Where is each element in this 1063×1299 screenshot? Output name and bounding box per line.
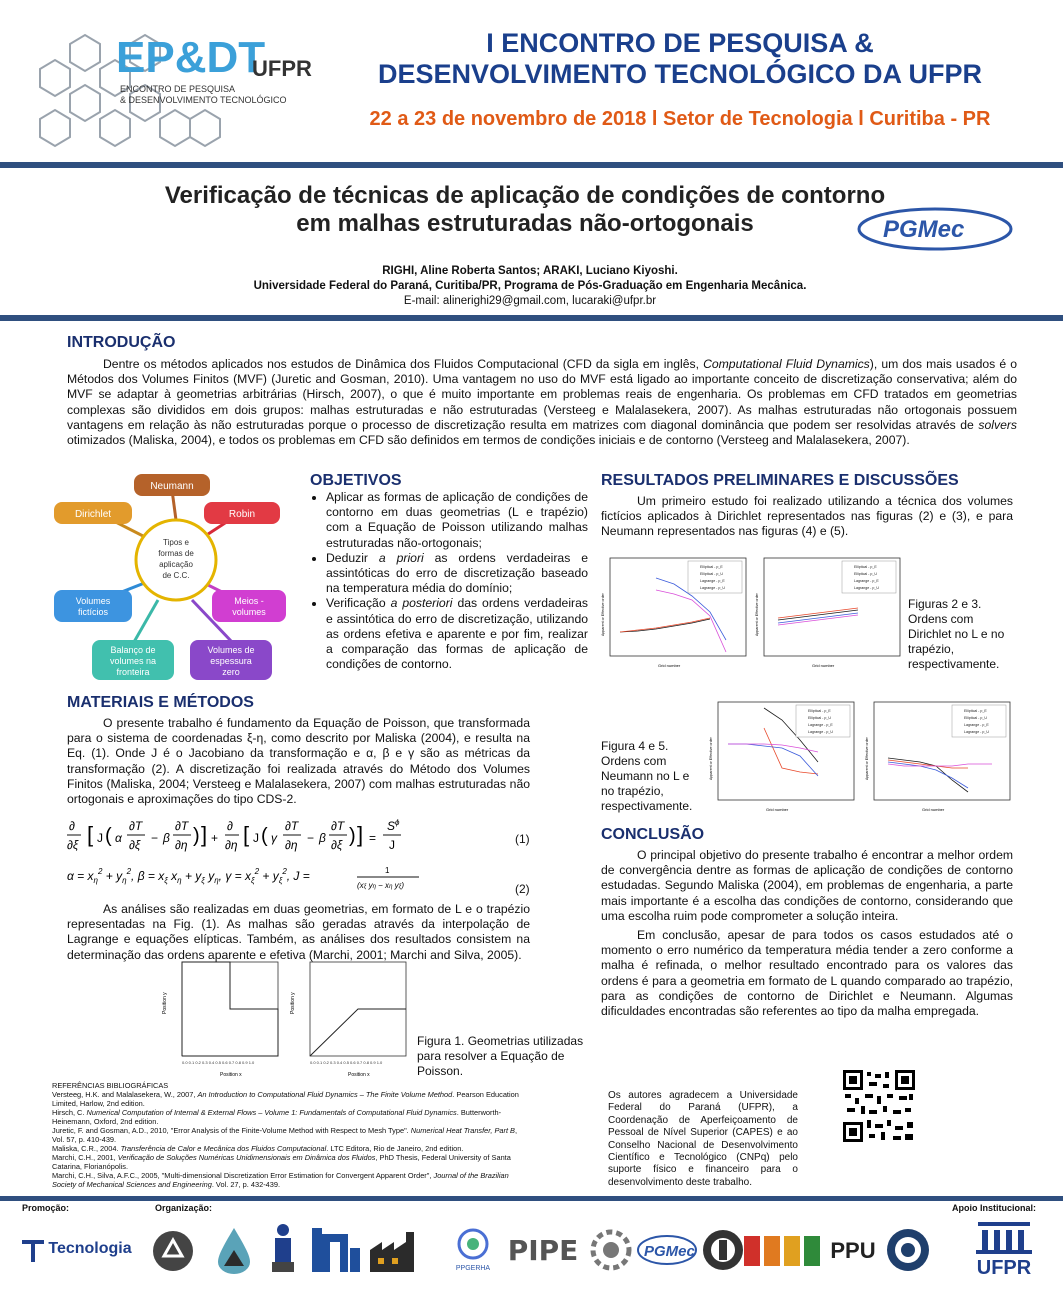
svg-text:): ) — [349, 825, 356, 847]
svg-text:PGMec: PGMec — [644, 1243, 695, 1260]
event-logo — [20, 14, 340, 149]
svg-text:Balanço devolumes nafronteira: Balanço de volumes na fronteira — [109, 645, 157, 677]
svg-text:0.0 0.1 0.2 0.3 0.4 0.5: 0.0 0.1 0.2 0.3 0.4 0.5 0.6 0.7 0.8 0.9 1.0 — [182, 1060, 255, 1065]
authors-block — [120, 264, 940, 309]
svg-text:Apparent or Effective order: Apparent or Effective order — [601, 593, 605, 636]
svg-text:J: J — [253, 831, 259, 845]
svg-text:Neumann: Neumann — [150, 481, 194, 492]
references: REFERÊNCIAS BIBLIOGRÁFICAS Versteeg, H.K. and Malalasekera, W., 2007, An Introduction to Computational Fluid Dynamics – The Finite Volume Method. Pearson Education Limited, Harlow, 2nd edition. Hirsch, C. Numerical Computation of Internal & External Flows – Volume 1: Fundamentals of Computational Fluid Dynamics. Butterworth-Heinemann, Oxford, 2nd edition. Juretic, F. and Gosman, A.D., 2010, "Error Analysis of the Finite-Volume Method with Respect to Mesh Type". Numerical Heat Transfer, Part B, Vol. 57, p. 410-439. Maliska, C.R., 2004. Transferência de Calor e Mecânica dos Fluidos Computacional. LTC Editora, Rio de Janeiro, 2nd edition. Marchi, C.H., 2001, Verificação de Soluções Numéricas Unidimensionais em Dinâmica dos Fluidos, PhD Thesis, Federal University of Santa Catarina, Florianópolis. Marchi, C.H., Silva, A.F.C., 2005, "Multi-dimensional Discretization Error Estimation for Convergent Apparent Order", Journal of the Brazilian Society of Mechanical Sciences and Engineering. Vol. 27, p. 432-439. — [52, 1081, 519, 1189]
drop-logo-icon — [212, 1226, 256, 1274]
apoio-label: Apoio Institucional: — [952, 1203, 1036, 1213]
qr-code-icon — [843, 1070, 915, 1142]
svg-text:0.0 0.1 0.2 0.3 0.4 0.5: 0.0 0.1 0.2 0.3 0.4 0.5 0.6 0.7 0.8 0.9 1.0 — [310, 1060, 383, 1065]
building-logo-icon — [310, 1226, 362, 1274]
conclusao-heading: CONCLUSÃO — [601, 826, 705, 843]
pgmec-footer-logo — [636, 1230, 698, 1270]
svg-text:Tipos eformas deaplicaçãode C.: Tipos e formas de aplicação de C.C. — [158, 538, 194, 580]
svg-text:Position x: Position x — [220, 1072, 242, 1078]
seal-logo-icon — [700, 1226, 746, 1274]
svg-text:Position y: Position y — [290, 992, 296, 1014]
svg-text:+: + — [211, 831, 219, 845]
figures-2-3-caption: Figuras 2 e 3. Ordens com Dirichlet no L e no trapézio, respectivamente. — [908, 597, 1005, 671]
node-meios-volumes — [212, 590, 286, 622]
ppgerha-logo — [448, 1226, 498, 1274]
svg-text:−: − — [151, 831, 159, 845]
svg-text:J: J — [97, 831, 103, 845]
figure-4-neumann-l — [706, 700, 856, 815]
boundary-conditions-diagram — [52, 472, 307, 682]
svg-text:[: [ — [243, 822, 250, 847]
footer-divider — [0, 1196, 1063, 1201]
event-title: I ENCONTRO DE PESQUISA & DESENVOLVIMENTO TECNOLÓGICO DA UFPR — [377, 28, 983, 89]
affiliation: Universidade Federal do Paraná, Curitiba/PR, Programa de Pós-Graduação em Engenharia Mecânica. — [253, 280, 807, 292]
objetivo-item: • Verificação a posteriori das ordens verdadeiras e assintótica do erro de discretização, utilizando as ordens efetiva e aparente e por fim, realizar a comparação das formas de aplicação de condições de contorno. — [326, 596, 588, 672]
tecnologia-logo: Tecnologia — [18, 1232, 136, 1266]
svg-text:UFPR: UFPR — [252, 56, 312, 81]
figures-4-5-caption: Figura 4 e 5. Ordens com Neumann no L e no trapézio, respectivamente. — [601, 739, 693, 813]
svg-text:]: ] — [201, 822, 208, 847]
header-divider — [0, 162, 1063, 168]
svg-text:Meios -volumes: Meios -volumes — [232, 596, 266, 617]
objetivo-item: • Aplicar as formas de aplicação de condições de contorno em duas geometrias (L e trapézio) com a Equação de Poisson utilizando malhas estruturadas não-ortogonais; — [326, 490, 588, 551]
svg-text:J: J — [389, 838, 395, 852]
svg-text:∂T: ∂T — [331, 819, 345, 833]
objetivo-item: • Deduzir a priori as ordens verdadeiras e assintóticas do erro de discretização baseado na temperatura média do domínio; — [326, 551, 588, 597]
recycle-logo-icon — [150, 1228, 196, 1274]
svg-text:Sϕ: $S^\phi$ — [387, 818, 400, 833]
ppu-logo: PPU — [830, 1238, 876, 1263]
figure-2-dirichlet-l — [598, 556, 748, 671]
svg-text:Grid number: Grid number — [812, 663, 835, 668]
svg-text:Apparent or Effective order: Apparent or Effective order — [755, 593, 759, 636]
svg-text:Elliptical - p_EElliptical - p: Elliptical - p_E Elliptical - p_U Lagrange - p_E Lagrange - p_U — [808, 709, 833, 734]
logo-main-text: EP&DT — [116, 33, 266, 82]
svg-text:∂: ∂ — [227, 819, 233, 833]
svg-text:β: β — [163, 831, 170, 845]
hexagon-logo-graphic — [20, 14, 340, 149]
node-volumes-ficticios — [54, 590, 132, 622]
figure-5-neumann-trapezoid — [862, 700, 1012, 815]
colored-letters-logo-icon — [742, 1232, 824, 1270]
svg-text:α = xη2 + yη2, β = xξ xη + yξ: $\alpha = x_\eta^2 + y_\eta^2$, $\beta = x_\xi$ $x_\eta + y_\xi$ $y_\eta$, $\gamma = x_\xi^2 + y_\xi^2$, J = — [67, 867, 310, 885]
resultados-heading: RESULTADOS PRELIMINARES E DISCUSSÕES — [601, 472, 959, 489]
svg-text:]: ] — [357, 822, 364, 847]
svg-text:Grid number: Grid number — [766, 807, 789, 812]
svg-text:=: = — [369, 831, 377, 845]
svg-text:ENCONTRO DE PESQUISA: ENCONTRO DE PESQUISA — [120, 84, 236, 94]
promocao-label: Promoção: — [22, 1203, 70, 1213]
svg-text:[: [ — [87, 822, 94, 847]
acknowledgements: Os autores agradecem a Universidade Federal do Paraná (UFPR), a Coordenação de Aperfeiçoamento de Pessoal de Nível Superior (CAPES) e ao Conselho Nacional de Desenvolvimento Científico e Tecnológico (CNPq) pelo suporte físico e financeiro para o desenvolvimento deste trabalho. — [608, 1090, 798, 1188]
tecnologia-emblem-icon — [22, 1236, 44, 1262]
materiais-text-2: As análises são realizadas em duas geometrias, em formato de L e o trapézio representadas na Fig. (1). As malhas são geradas através da interpolação de Lagrange e equações elípticas. Também, as análises dos resultados consistem na determinação das ordens aparente e efetiva (Marchi, 2001; Marchi and Silva, 2005). — [67, 902, 530, 962]
svg-text:∂ξ: ∂ξ — [331, 838, 343, 852]
authors: RIGHI, Aline Roberta Santos; ARAKI, Luciano Kiyoshi. — [382, 265, 678, 277]
svg-text:Elliptical - p_EElliptical - p: Elliptical - p_E Elliptical - p_U Lagrange - p_E Lagrange - p_U — [854, 565, 879, 590]
svg-text:(xξ yη − xη yξ): (xξ yη − xη yξ) — [357, 881, 404, 890]
svg-text:Apparent or Effective order: Apparent or Effective order — [865, 737, 869, 780]
svg-text:∂ξ: ∂ξ — [67, 838, 79, 852]
svg-text:Position y: Position y — [162, 992, 168, 1014]
svg-text:∂ξ: ∂ξ — [129, 838, 141, 852]
svg-text:∂η: ∂η — [285, 838, 298, 852]
equation-2 — [67, 862, 427, 894]
svg-text:& DESENVOLVIMENTO TECNOLÓGICO: & DESENVOLVIMENTO TECNOLÓGICO — [120, 95, 287, 105]
factory-logo-icon — [368, 1230, 420, 1274]
objetivos-heading: OBJETIVOS — [310, 472, 402, 489]
paper-title: Verificação de técnicas de aplicação de condições de contorno em malhas estruturadas não-ortogonais — [164, 182, 886, 237]
target-logo-icon — [884, 1226, 932, 1274]
svg-text:∂: ∂ — [69, 819, 75, 833]
intro-text: Dentre os métodos aplicados nos estudos de Dinâmica dos Fluidos Computacional (CFD da sigla em inglês, Computational Fluid Dynamics), um dos mais usados é o Métodos dos Volumes Finitos (MVF) (Juretic and Gosman, 2010). Uma vantagem no uso do MVF está ligado ao importante conceito de discretização conservativa; além do MVF se adaptar à geometrias arbitrárias (Hirsch, 2007), o que é muito importante em problemas reais de engenharia. Os problemas em CFD tratados em geometrias complexas são divididos em dois grupos: malhas estruturadas e não estruturadas (Versteeg e Malalasekera, 2007). As malhas estruturadas não ortogonais possuem vantagens em relação às não estruturadas porque o processo de discretização resulta em matrizes com diagonal dominância que podem ser resolvidas através de solvers otimizados (Maliska, 2004), e todos os problemas em CFD são definidos em termos de condições iniciais e de contorno (Versteeg and Malalasekera, 2007). — [67, 357, 1017, 448]
event-date: 22 a 23 de novembro de 2018 l Setor de Tecnologia l Curitiba - PR — [369, 108, 991, 130]
materiais-heading: MATERIAIS E MÉTODOS — [67, 694, 254, 711]
objetivos-list — [310, 490, 588, 672]
svg-text:α: α — [115, 831, 122, 845]
svg-text:PPGERHA: PPGERHA — [455, 1265, 491, 1272]
emails: E-mail: alinerighi29@gmail.com, lucaraki@ufpr.br — [403, 295, 657, 307]
svg-text:∂T: ∂T — [175, 819, 189, 833]
svg-text:∂η: ∂η — [225, 838, 238, 852]
svg-text:UFPR: UFPR — [976, 1257, 1032, 1278]
figure-3-dirichlet-trapezoid — [752, 556, 902, 671]
svg-text:∂T: ∂T — [285, 819, 299, 833]
svg-text:∂η: ∂η — [175, 838, 188, 852]
intro-heading: INTRODUÇÃO — [67, 334, 176, 351]
svg-text:): ) — [193, 825, 200, 847]
svg-text:Volumesfictícios: Volumes fictícios — [75, 596, 111, 617]
conclusao-text: O principal objetivo do presente trabalho é encontrar a melhor ordem de convergência dentre as formas de aplicação de condições de contorno estudadas. Segundo Maliska (2004), em problemas de engenharia, a parte mais importante é a escolha das condições de contorno, considerando que uma escolha ruim pode comprometer a solução inteira. Em conclusão, apesar de para todos os casos estudados até o momento o erro numérico da temperatura média tender a zero conforme a malha é refinada, o melhor resultado encontrado para os valores das ordens é para a geometria em formato de L quando comparado ao trapézio, para as condições de contorno de Dirichlet e Neumann. Algumas dificuldades encontradas são referentes ao tipo da malha empregada. — [601, 848, 1013, 1019]
pipe-logo: PIPE — [507, 1233, 579, 1267]
figure-1-geometries — [160, 958, 410, 1080]
svg-text:1: 1 — [385, 866, 390, 875]
eq1-number: (1) — [515, 832, 530, 846]
materiais-text-1: O presente trabalho é fundamento da Equação de Poisson, que transformada para o sistema de coordenadas ξ-η, como descrito por Maliska (2004), e resulta na Eq. (1). Onde J é o Jacobiano da transformação e α, β e γ são as métricas da transformação (2). A discretização foi realizada através do Método dos Volumes Finitos (Maliska, 2004; Versteeg e Malalasekera, 2007) com malhas estruturadas não ortogonais e aproximações do tipo CDS-2. — [67, 716, 530, 807]
svg-text:Apparent or Effective order: Apparent or Effective order — [709, 737, 713, 780]
figure-1-caption: Figura 1. Geometrias utilizadas para resolver a Equação de Poisson. — [417, 1034, 584, 1078]
svg-text:(: ( — [261, 825, 268, 847]
ufpr-logo — [958, 1218, 1050, 1278]
svg-text:Elliptical - p_EElliptical - p: Elliptical - p_E Elliptical - p_U Lagrange - p_E Lagrange - p_U — [700, 565, 725, 590]
pgmec-logo — [855, 205, 1015, 253]
svg-text:−: − — [307, 831, 315, 845]
equation-1 — [65, 812, 405, 862]
organizacao-label: Organização: — [155, 1203, 213, 1213]
resultados-text: Um primeiro estudo foi realizado utilizando a técnica dos volumes fictícios aplicados à Dirichlet representados nas figuras (2) e (3), e para Neumann representados nas figuras (4) e (5). — [601, 494, 1013, 539]
svg-text:(: ( — [105, 825, 112, 847]
svg-text:Volumes deespessurazero: Volumes de espessura zero — [207, 645, 255, 677]
svg-text:β: β — [319, 831, 326, 845]
svg-text:Grid number: Grid number — [658, 663, 681, 668]
svg-text:PGMec: PGMec — [883, 216, 965, 243]
svg-text:Robin: Robin — [228, 509, 256, 520]
svg-text:Grid number: Grid number — [922, 807, 945, 812]
svg-text:Elliptical - p_EElliptical - p: Elliptical - p_E Elliptical - p_U Lagrange - p_E Lagrange - p_U — [964, 709, 989, 734]
svg-text:Position x: Position x — [348, 1072, 370, 1078]
gear-logo-icon — [586, 1226, 636, 1274]
title-divider — [0, 315, 1063, 321]
svg-text:∂T: ∂T — [129, 819, 143, 833]
svg-text:Dirichlet: Dirichlet — [74, 509, 112, 520]
eq2-number: (2) — [515, 882, 530, 896]
svg-text:γ: γ — [271, 831, 277, 845]
lab-person-logo-icon — [266, 1222, 300, 1274]
